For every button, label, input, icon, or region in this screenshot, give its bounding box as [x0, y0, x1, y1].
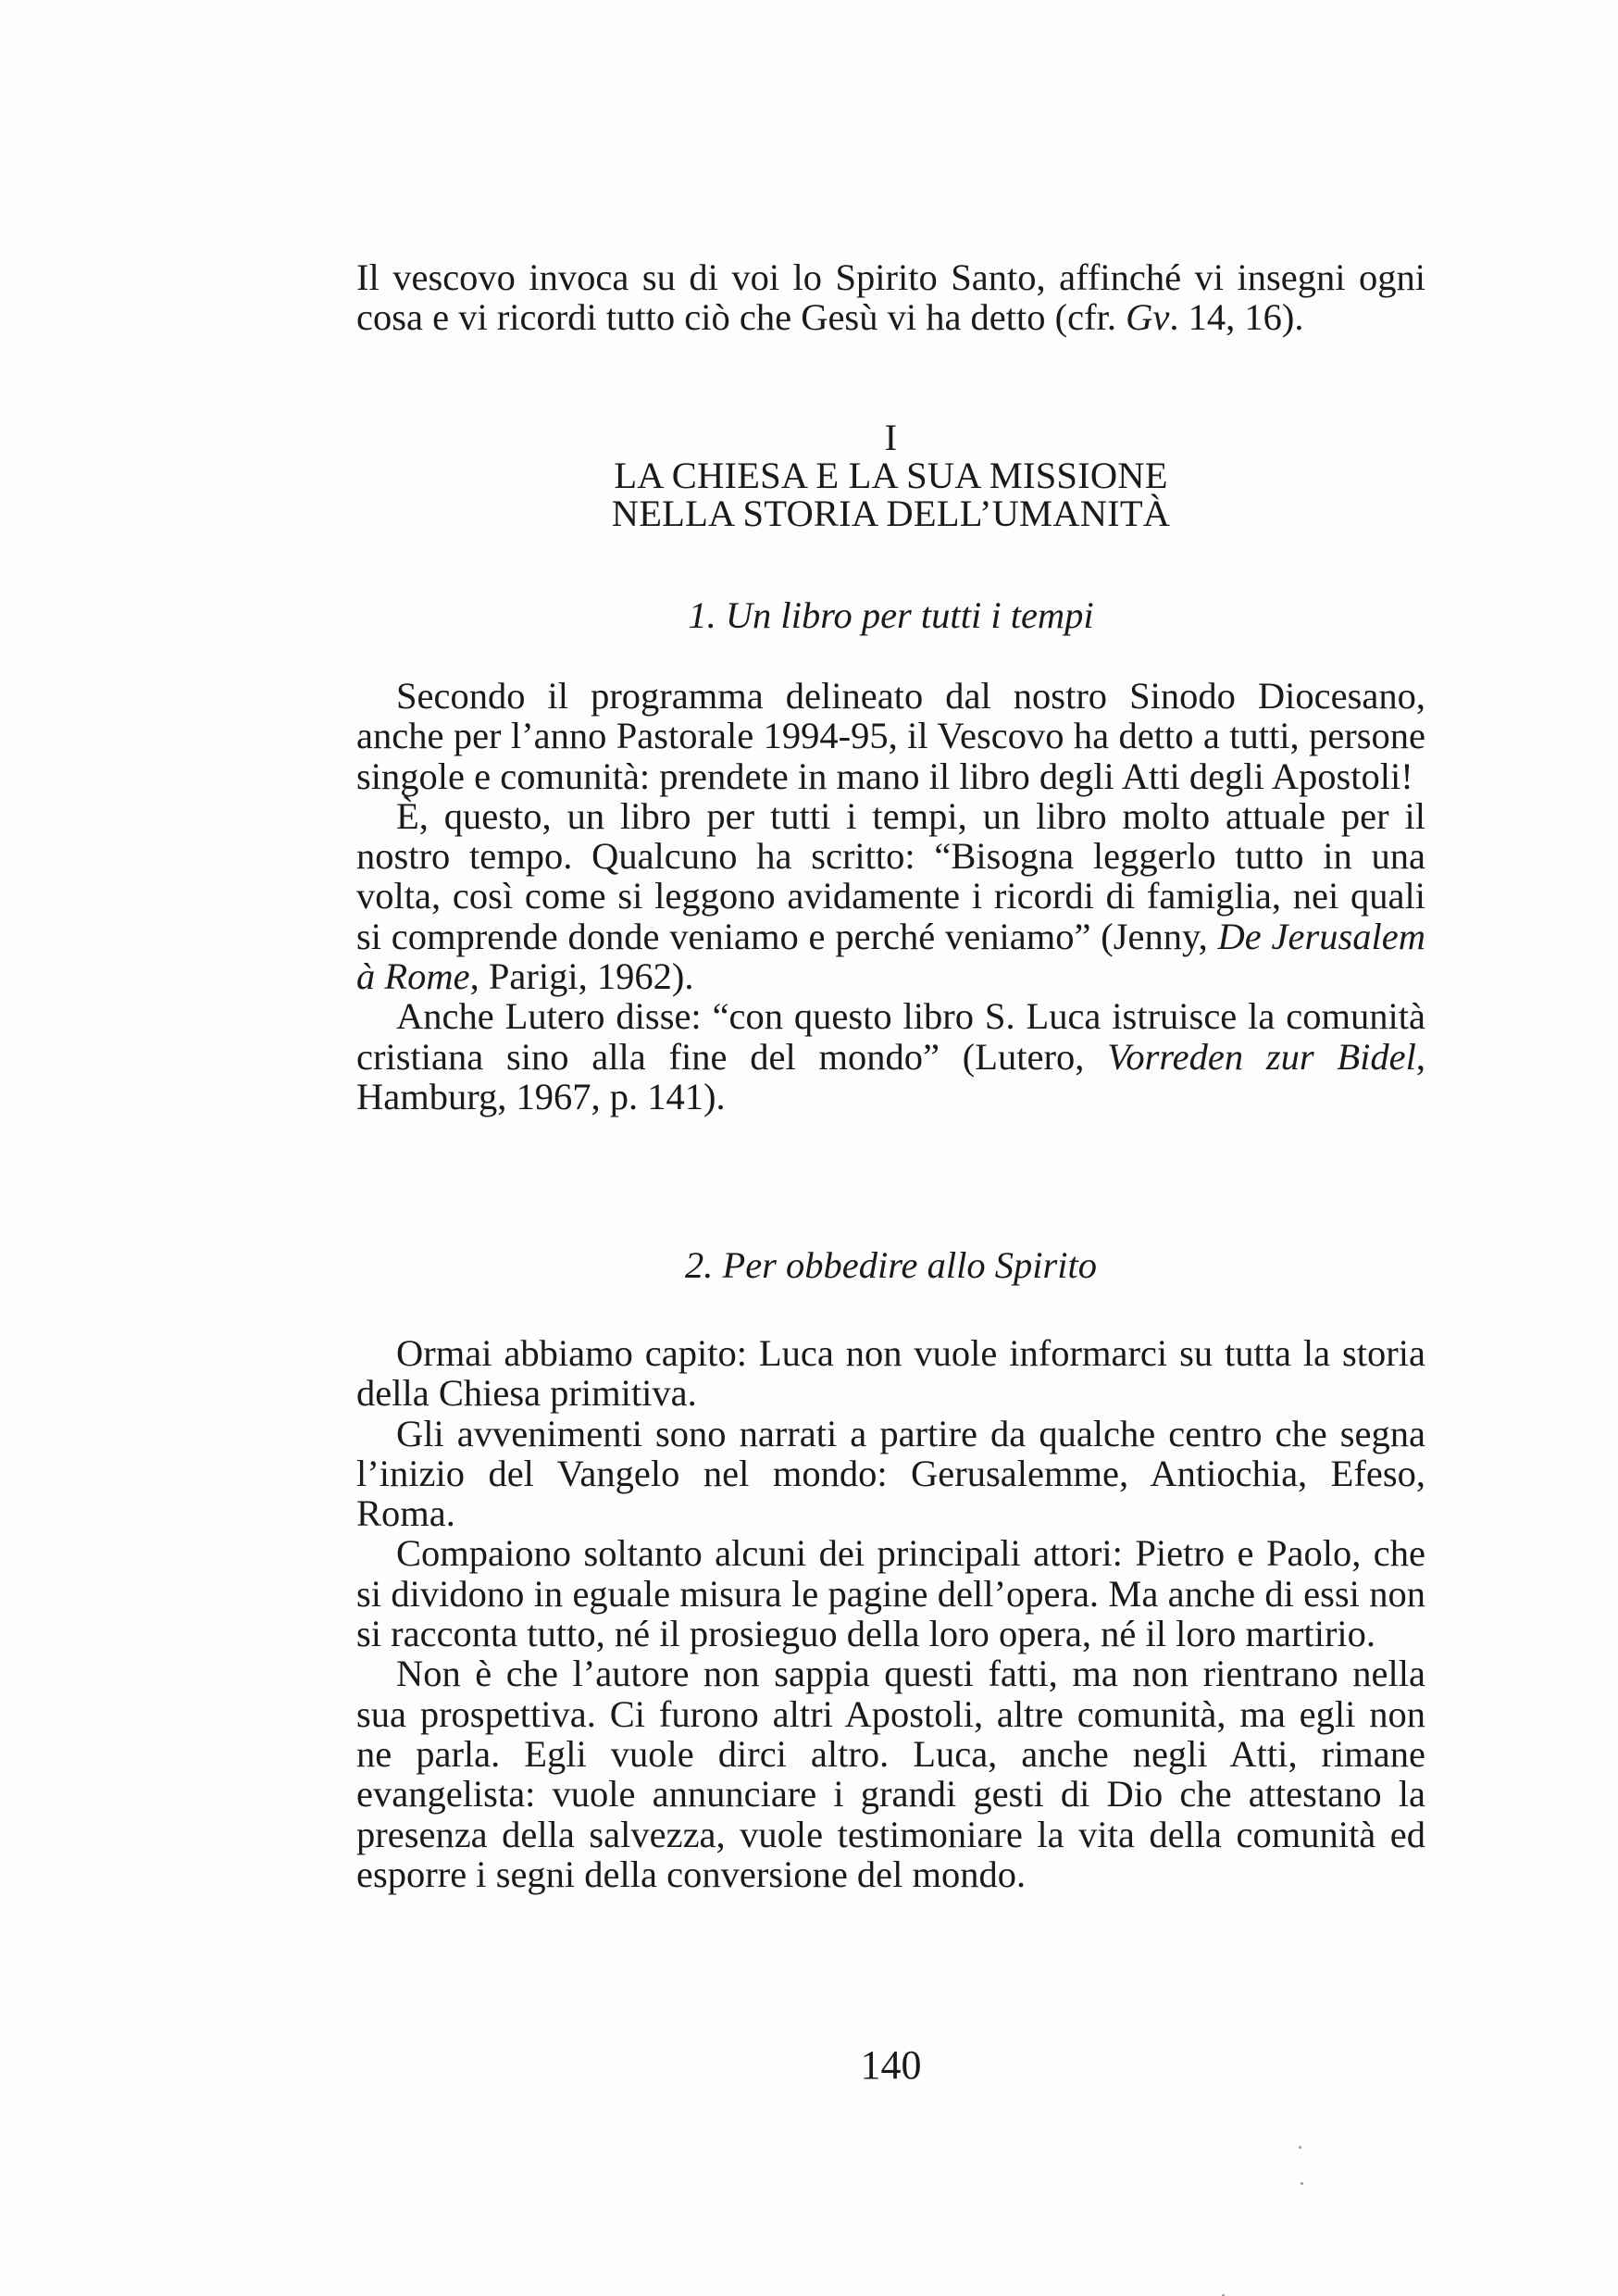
- section1-body: [356, 676, 1425, 1117]
- section1-heading-block: [356, 595, 1425, 636]
- intro-cfr-rest: . 14, 16).: [1169, 296, 1304, 339]
- intro-paragraph: [356, 257, 1425, 338]
- chapter-heading: [356, 418, 1425, 532]
- page-number-block: [356, 2041, 1425, 2089]
- section2-paragraph-1: Ormai abbiamo capito: Luca non vuole informarci su tutta la storia della Chiesa primitiva.: [356, 1332, 1425, 1415]
- chapter-title-line1: LA CHIESA E LA SUA MISSIONE: [614, 455, 1168, 496]
- section1-paragraph-3-text: Anche Lutero disse: “con questo libro S. Luca istruisce la comunità cristiana sino alla fine del mondo” (Lutero,: [356, 995, 1425, 1078]
- section1-paragraph-3-title: Vorreden zur Bidel: [1107, 1035, 1416, 1078]
- section1-paragraph-2-text: È, questo, un libro per tutti i tempi, un libro molto attuale per il nostro tempo. Qualcuno ha scritto: “Bisogna leggerlo tutto in una volta, così come si leggono avidamente i ricordi di famiglia, nei quali si comprende donde veniamo e perché veniamo” (Jenny,: [356, 794, 1425, 957]
- section1-paragraph-2-title: De Jerusalem à Rome: [356, 915, 1425, 998]
- chapter-number: I: [884, 417, 898, 458]
- intro-cfr-open: (cfr.: [1054, 296, 1126, 339]
- scan-speck: [1299, 2146, 1301, 2149]
- section1-paragraph-3: [356, 996, 1425, 1117]
- section2-body: [356, 1333, 1425, 1894]
- section1-heading: 1. Un libro per tutti i tempi: [688, 594, 1094, 636]
- chapter-title-line2: NELLA STORIA DELL’UMANITÀ: [611, 493, 1171, 534]
- section2-heading: 2. Per obbedire allo Spirito: [684, 1244, 1098, 1286]
- section2-paragraph-4: Non è che l’autore non sappia questi fatti, ma non rientrano nella sua prospettiva. Ci furono altri Apostoli, altre comunità, ma egli non ne parla. Egli vuole dirci altro. Luca, anche negli Atti, rimane evangelista: vuole annunciare i grandi gesti di Dio che attestano la presenza della salvezza, vuole testimoniare la vita della comunità ed esporre i segni della conversione del mondo.: [356, 1653, 1425, 1895]
- section1-paragraph-3-end: , Hamburg, 1967, p. 141).: [356, 1035, 1426, 1117]
- section2-paragraph-3: Compaiono soltanto alcuni dei principali attori: Pietro e Paolo, che si dividono in eguale misura le pagine dell’opera. Ma anche di essi non si racconta tutto, né il prosieguo della loro opera, né il loro martirio.: [356, 1532, 1425, 1655]
- section1-paragraph-2: [356, 796, 1425, 996]
- section1-paragraph-1: Secondo il programma delineato dal nostro Sinodo Diocesano, anche per l’anno Pastorale 1994-95, il Vescovo ha detto a tutti, persone singole e comunità: prendete in mano il libro degli Atti degli Apostoli!: [356, 675, 1425, 797]
- section2-heading-block: [356, 1245, 1425, 1286]
- intro-text: Il vescovo invoca su di voi lo Spirito Santo, affinché vi insegni ogni cosa e vi ricordi tutto ciò che Gesù vi ha detto: [356, 256, 1425, 339]
- section1-paragraph-2-end: , Parigi, 1962).: [469, 955, 694, 998]
- intro-cfr-book: Gv: [1126, 296, 1170, 339]
- section2-paragraph-2: Gli avvenimenti sono narrati a partire da qualche centro che segna l’inizio del Vangelo nel mondo: Gerusalemme, Antiochia, Efeso, Roma.: [356, 1412, 1425, 1535]
- scan-speck: [1301, 2182, 1303, 2185]
- page-number: 140: [860, 2042, 922, 2088]
